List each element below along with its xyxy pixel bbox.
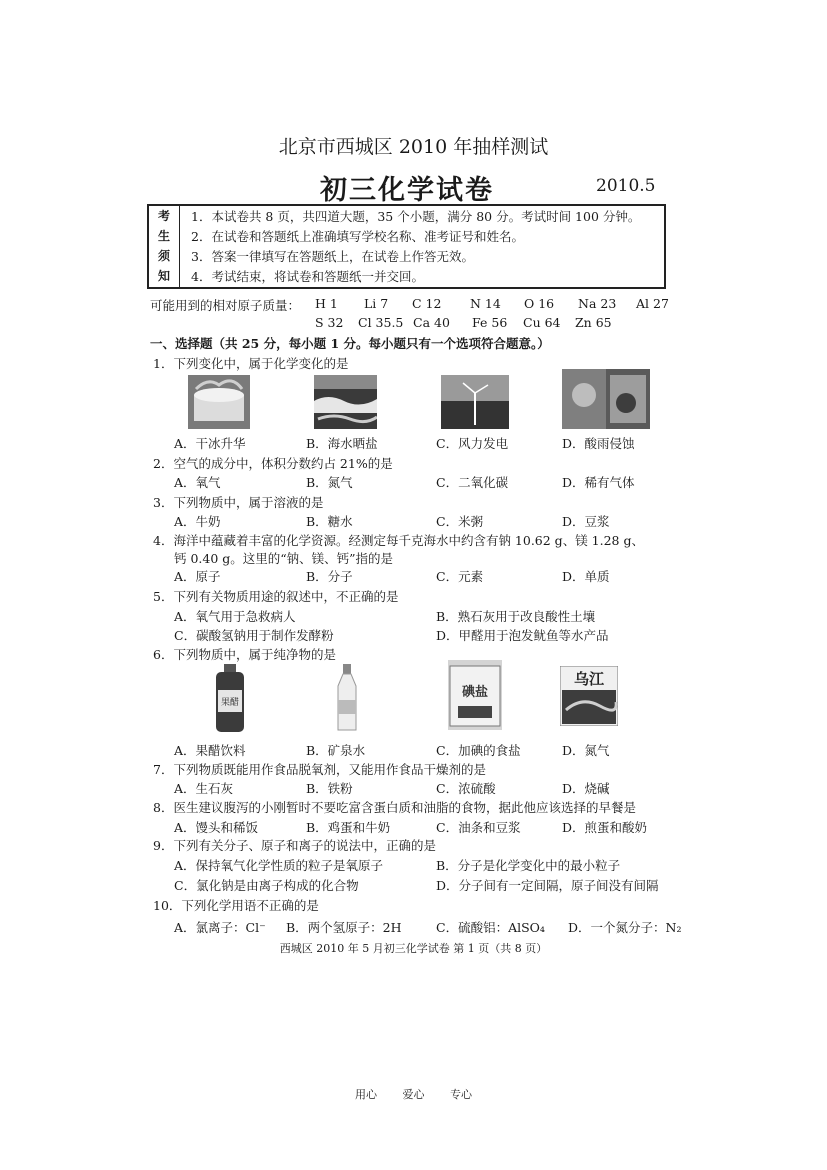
- option-c: C．风力发电: [436, 436, 509, 451]
- question-stem-cont: 钙 0.40 g。这里的“钠、镁、钙”指的是: [174, 551, 394, 566]
- atomic-masses-label: 可能用到的相对原子质量：: [150, 298, 301, 313]
- option-b: B．铁粉: [306, 781, 353, 796]
- option-b: B．氮气: [306, 475, 353, 490]
- option-b: B．分子: [306, 569, 353, 584]
- option-a: A．牛奶: [174, 514, 221, 529]
- exam-subtitle: 北京市西城区 2010 年抽样测试: [278, 136, 549, 158]
- option-c: C．碳酸氢钠用于制作发酵粉: [174, 628, 334, 643]
- question-stem: 4．海洋中蕴藏着丰富的化学资源。经测定每千克海水中约含有钠 10.62 g、镁 1.28 g、: [153, 533, 644, 548]
- question-stem: 3．下列物质中，属于溶液的是: [153, 495, 324, 510]
- option-b: B．熟石灰用于改良酸性土壤: [436, 609, 596, 624]
- notice-side-char: 须: [157, 249, 170, 263]
- option-c: C．氯化钠是由离子构成的化合物: [174, 878, 359, 893]
- atomic-mass: Cl 35.5: [358, 315, 404, 330]
- acid-rain-image: [562, 369, 650, 429]
- sea-salt-image: [314, 375, 377, 429]
- wind-power-image: [441, 375, 509, 429]
- option-b: B．两个氢原子：2H: [286, 920, 402, 935]
- option-b: B．矿泉水: [306, 743, 366, 758]
- atomic-mass: Al 27: [636, 296, 669, 311]
- option-d: D．单质: [562, 569, 610, 584]
- atomic-mass: Fe 56: [472, 315, 508, 330]
- option-d: D．一个氮分子：N₂: [568, 920, 682, 935]
- nitrogen-package-image: [560, 666, 618, 726]
- vinegar-bottle-image: [212, 664, 248, 734]
- option-a: A．氧气: [174, 475, 221, 490]
- bottom-slogan: 用心 爱心 专心: [355, 1088, 472, 1101]
- atomic-mass: Na 23: [578, 296, 617, 311]
- section-heading: 一、选择题（共 25 分，每小题 1 分。每小题只有一个选项符合题意。）: [150, 336, 550, 351]
- atomic-mass: C 12: [412, 296, 442, 311]
- notice-item: 1．本试卷共 8 页，共四道大题，35 个小题，满分 80 分。考试时间 100 分钟。: [191, 209, 641, 224]
- notice-item: 2．在试卷和答题纸上准确填写学校名称、准考证号和姓名。: [191, 229, 524, 244]
- option-c: C．二氧化碳: [436, 475, 509, 490]
- option-c: C．油条和豆浆: [436, 820, 521, 835]
- option-d: D．酸雨侵蚀: [562, 436, 635, 451]
- atomic-mass: Zn 65: [575, 315, 612, 330]
- option-a: A．生石灰: [174, 781, 234, 796]
- atomic-mass: N 14: [470, 296, 501, 311]
- notice-side-char: 生: [157, 229, 170, 243]
- atomic-mass: O 16: [524, 296, 555, 311]
- option-c: C．加碘的食盐: [436, 743, 521, 758]
- option-c: C．元素: [436, 569, 484, 584]
- option-d: D．烧碱: [562, 781, 610, 796]
- question-stem: 10．下列化学用语不正确的是: [153, 898, 319, 913]
- question-stem: 9．下列有关分子、原子和离子的说法中，正确的是: [153, 838, 436, 853]
- question-stem: 6．下列物质中，属于纯净物的是: [153, 647, 336, 662]
- iodized-salt-image: [448, 660, 502, 730]
- option-a: A．果醋饮料: [174, 743, 246, 758]
- option-b: B．海水晒盐: [306, 436, 378, 451]
- option-d: D．豆浆: [562, 514, 610, 529]
- notice-list: [191, 207, 640, 287]
- option-d: D．煎蛋和酸奶: [562, 820, 648, 835]
- question-stem: 5．下列有关物质用途的叙述中，不正确的是: [153, 589, 399, 604]
- notice-box: [147, 204, 666, 289]
- salt-label: 碘盐: [461, 685, 489, 700]
- atomic-mass: Li 7: [364, 296, 389, 311]
- dry-ice-image: [188, 375, 250, 429]
- option-c: C．硫酸铝：AlSO₄: [436, 920, 545, 935]
- option-d: D．分子间有一定间隔，原子间没有间隔: [436, 878, 659, 893]
- option-a: A．原子: [174, 569, 221, 584]
- atomic-mass: S 32: [315, 315, 344, 330]
- atomic-mass: Cu 64: [523, 315, 561, 330]
- option-a: A．馒头和稀饭: [174, 820, 259, 835]
- bottle-label: 果醋: [220, 698, 240, 708]
- notice-side-char: 考: [157, 209, 170, 223]
- exam-title: 初三化学试卷: [320, 175, 494, 206]
- option-d: D．稀有气体: [562, 475, 635, 490]
- atomic-mass: H 1: [315, 296, 338, 311]
- option-b: B．鸡蛋和牛奶: [306, 820, 391, 835]
- nitrogen-label: 乌江: [573, 670, 605, 688]
- option-c: C．浓硫酸: [436, 781, 496, 796]
- notice-side-label: [149, 206, 180, 287]
- option-d: D．氮气: [562, 743, 610, 758]
- mineral-water-image: [332, 664, 362, 734]
- notice-item: 3．答案一律填写在答题纸上，在试卷上作答无效。: [191, 249, 474, 264]
- question-stem: 1．下列变化中，属于化学变化的是: [153, 356, 349, 371]
- option-a: A．氧气用于急救病人: [174, 609, 296, 624]
- option-c: C．米粥: [436, 514, 484, 529]
- atomic-mass: Ca 40: [413, 315, 450, 330]
- option-a: A．干冰升华: [174, 436, 246, 451]
- question-stem: 8．医生建议腹泻的小刚暂时不要吃富含蛋白质和油脂的食物，据此他应该选择的早餐是: [153, 800, 636, 815]
- option-d: D．甲醛用于泡发鱿鱼等水产品: [436, 628, 609, 643]
- exam-date: 2010.5: [596, 176, 656, 196]
- page-footer: 西城区 2010 年 5 月初三化学试卷 第 1 页（共 8 页）: [279, 942, 548, 955]
- question-stem: 2．空气的成分中，体积分数约占 21%的是: [153, 456, 393, 471]
- option-b: B．分子是化学变化中的最小粒子: [436, 858, 621, 873]
- notice-side-char: 知: [157, 269, 170, 283]
- option-a: A．氯离子：Cl⁻: [174, 920, 266, 935]
- option-a: A．保持氧气化学性质的粒子是氧原子: [174, 858, 384, 873]
- question-stem: 7．下列物质既能用作食品脱氧剂，又能用作食品干燥剂的是: [153, 762, 486, 777]
- option-b: B．糖水: [306, 514, 353, 529]
- notice-item: 4．考试结束，将试卷和答题纸一并交回。: [191, 269, 424, 284]
